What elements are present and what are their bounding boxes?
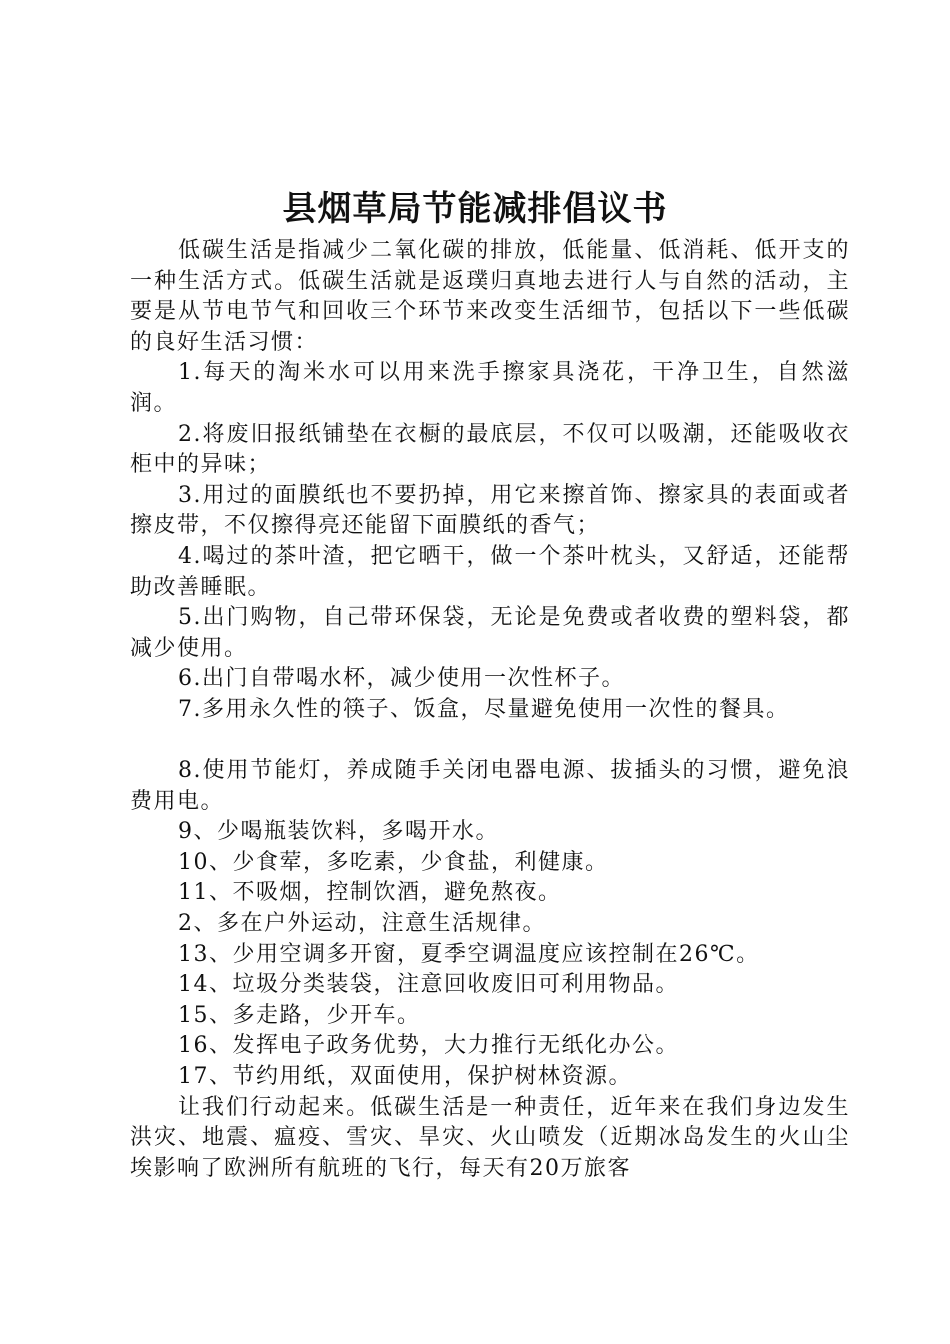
list-item: 7.多用永久性的筷子、饭盒，尽量避免使用一次性的餐具。 [178, 696, 790, 722]
list-item: 10、少食荤，多吃素，少食盐，利健康。 [178, 849, 609, 875]
list-item: 4.喝过的茶叶渣，把它晒干，做一个茶叶枕头，又舒适，还能帮助改善睡眠。 [130, 543, 850, 600]
list-item: 2、多在户外运动，注意生活规律。 [178, 911, 546, 937]
list-item: 2.将废旧报纸铺垫在衣橱的最底层，不仅可以吸潮，还能吸收衣柜中的异味； [130, 421, 850, 478]
intro-paragraph: 低碳生活是指减少二氧化碳的排放，低能量、低消耗、低开支的一种生活方式。低碳生活就是返璞归真地去进行人与自然的活动，主要是从节电节气和回收三个环节来改变生活细节，包括以下一些低碳的良好生活习惯： [130, 238, 850, 355]
document-title: 县烟草局节能减排倡议书 [282, 189, 668, 229]
list-item: 1.每天的淘米水可以用来洗手擦家具浇花，干净卫生，自然滋润。 [130, 360, 850, 416]
list-item: 8.使用节能灯，养成随手关闭电器电源、拔插头的习惯，避免浪费用电。 [130, 758, 850, 814]
list-item: 3.用过的面膜纸也不要扔掉，用它来擦首饰、擦家具的表面或者擦皮带，不仅擦得亮还能留下面膜纸的香气； [130, 482, 850, 539]
list-item: 5.出门购物，自己带环保袋，无论是免费或者收费的塑料袋，都减少使用。 [130, 605, 850, 661]
list-item: 14、垃圾分类装袋，注意回收废旧可利用物品。 [178, 972, 679, 998]
list-item: 6.出门自带喝水杯，减少使用一次性杯子。 [178, 666, 625, 692]
list-item: 13、少用空调多开窗，夏季空调温度应该控制在26℃。 [178, 941, 760, 967]
list-item: 11、不吸烟，控制饮酒，避免熬夜。 [178, 880, 562, 906]
list-item: 16、发挥电子政务优势，大力推行无纸化办公。 [178, 1033, 679, 1059]
blank-line [130, 726, 850, 757]
list-item: 15、多走路，少开车。 [178, 1002, 421, 1028]
document-body [130, 236, 850, 1184]
list-item: 17、节约用纸，双面使用，保护树林资源。 [178, 1064, 632, 1090]
closing-paragraph: 让我们行动起来。低碳生活是一种责任，近年来在我们身边发生洪灾、地震、瘟疫、雪灾、旱灾、火山喷发（近期冰岛发生的火山尘埃影响了欧洲所有航班的飞行，每天有20万旅客 [130, 1094, 850, 1181]
list-item: 9、少喝瓶装饮料，多喝开水。 [178, 819, 499, 845]
